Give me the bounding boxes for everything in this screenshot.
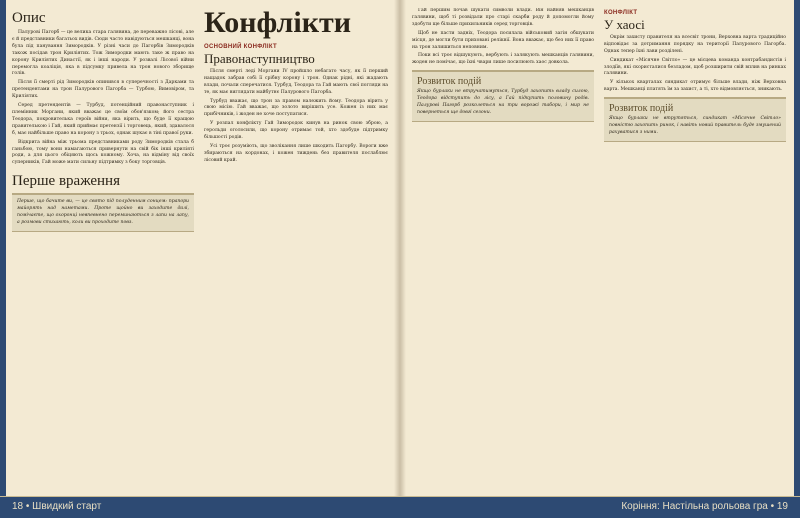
right-column-2	[604, 8, 786, 494]
heading-opis: Опис	[12, 10, 46, 26]
box-title: Розвиток подій	[609, 103, 674, 115]
paragraph: Гай першим почав шукати символи влади. Він найняв мешканців галявини, щоб ті розвідали про старі скарби роду й допомогли йому здобути ще більше прихильників серед торговців.	[412, 8, 594, 27]
box-title: Розвиток подій	[417, 76, 482, 88]
box-text: Якщо бурлаки не втручатимуться, Турбуд захопить владу силою, Теодора відступить до лісу, а Гай підкупить половину родів. Палурові Пагорб розколеться на три ворожі табори, і мир не повернеться ще довгі сезони.	[417, 89, 589, 115]
left-page	[0, 0, 400, 496]
left-column-1	[12, 8, 194, 494]
book-spine	[394, 0, 406, 496]
kicker-main-conflict: ОСНОВНИЙ КОНФЛІКТ	[204, 44, 277, 50]
heading-pershe-vrazhennia: Перше враження	[12, 173, 120, 190]
paragraph: Після смерті леді Моргани IV пройшло небагато часу, як її перший нащадок забрав собі її срібну корону і трон. Однак рідні, які жадають влади, почали сперечатися. Турбуд, Теодора та Гай мають свої погляди на те, як має виглядати майбутнє Палурового Пагорба.	[204, 68, 388, 95]
page-title: Конфлікти	[204, 8, 352, 39]
footer-right: Коріння: Настільна рольова гра • 19	[621, 501, 788, 512]
right-page	[400, 0, 800, 496]
paragraph: Щоб не пасти задніх, Теодора посилала військовий загін обшукати місця, де могли бути приховані реліквії. Вона вважає, що без них її право на трон залишиться неповним.	[412, 30, 594, 50]
developments-box-2	[604, 97, 786, 142]
box-text: Якщо бурлаки не втрутяться, синдикат «Місячне Світло» повністю захопить ринок, і навіть новий правитель буде змушений рахуватися з ними.	[609, 116, 781, 135]
left-page-edge	[0, 0, 6, 496]
developments-box	[412, 70, 594, 122]
paragraph: Після її смерті рід Зимородків опинився в суперечності з Дарками та претендентами на трон Палурового Пагорба — Турбою, Вимовіром, та Криліятих.	[12, 80, 194, 100]
paragraph: Окрім захисту правителя на всесвіт трони, Верховна варта традиційно відповідає за дотримання порядку на території Палурового Пагорба. Однак тепер їхні лави розділені.	[604, 34, 786, 54]
right-column-1	[412, 8, 594, 494]
right-page-edge	[794, 0, 800, 496]
kicker-conflict: КОНФЛІКТ	[604, 10, 638, 16]
paragraph: Відкрита війна між трьома представниками роду Зимородків стала б ганьбою, тому вони намагаються привернути на свій бік інші криліяті роди, а для цього обіцяють щось кожному. Хоча, на відміну від своїх суперників, Гай може мати сильну підтримку з боку торговців.	[12, 139, 194, 166]
paragraph: У кількох кварталах синдикат отримує більше влади, ніж Верховна варта. Мешканці платять їм за захист, а ті, хто відмовляється, зникають.	[604, 80, 786, 93]
heading-pravonastupnytstvo: Правонаступництво	[204, 50, 315, 66]
first-impression-box	[12, 193, 194, 232]
footer-left: 18 • Швидкий старт	[12, 501, 102, 512]
paragraph: Палурові Пагорб — це велика стара галявина, де переважно лісові, але є й представники багатьох видів. Сюди часто навідуються мешканці, вона була під панування Зимородків. У різні часи до Пагорбів Зимородків також посідав трон Криліятих. Тож Зимородки мають таке ж право на корону Криліятих Династії, як і інші народи. У розвалі Лісової війни перемогла коаліція, яка в підсумку привела на трон нового зборище голів.	[12, 30, 194, 77]
heading-u-haosi: У хаосі	[604, 16, 645, 32]
paragraph: Серед претендентів — Турбуд, потенційний правонаступник і племінник Моргани, який вважає це своїм обов'язком; його сестра Теодора, покровителька героїв війни, яка вірить, що буде її кращою правителькою і Гай, який приймає претензії і торговець, який, здавалося б, має найбільше право на корону з трьох, однак шукає в тіні правої руки.	[12, 103, 194, 136]
paragraph: Турбуд вважає, що трон за правом належить йому. Теодора вірить у свою місію. Гай вважає, що золото вирішить усе. Кожен із них має прибічників, і жоден не хоче поступатися.	[204, 98, 388, 118]
paragraph: У розпал конфлікту Гай Зимородок кинув на ринок свою зброю, а герольди оголосили, що корону отримає той, хто здобуде підтримку більшості родів.	[204, 121, 388, 141]
paragraph: Поки всі троє відшукують, вербують і залякують мешканців галявини, жоден не помічає, що їхні чвари лише посилюють хаос довкола.	[412, 53, 594, 66]
footer-bar	[0, 496, 800, 518]
paragraph: Усі троє розуміють, що зволікання лише шкодить Пагорбу. Вороги вже збираються на кордонах, і кожен тиждень без правителя послаблює лісовий край.	[204, 143, 388, 163]
left-column-2	[204, 8, 388, 494]
footer-rule	[0, 496, 800, 497]
paragraph: Синдикат «Місячне Світло» — це місцева команда контрабандистів і злодіїв, які скористалися безладом, щоб розширити свій вплив на ринках галявини.	[604, 57, 786, 77]
box-text: Перше, що бачите ви, — це свято під полуденним сонцем: прапори майорять над наметами. Проте щойно ви заходите далі, помічаєте, що охоронці невпевнено переминаються з лапи на лапу, а розмови стихають, коли ви проходите повз.	[17, 199, 189, 225]
